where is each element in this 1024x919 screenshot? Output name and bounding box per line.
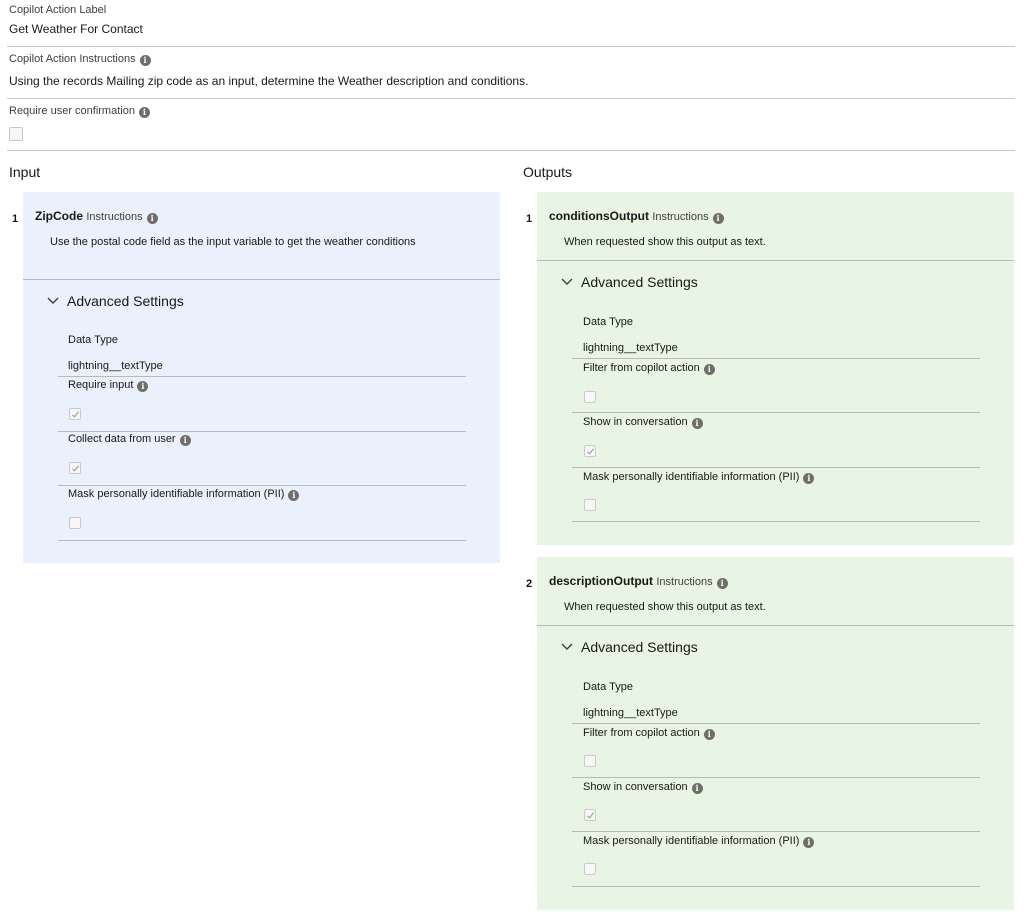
action-label-title: Copilot Action Label [9, 4, 107, 16]
info-icon[interactable]: i [692, 418, 703, 429]
output-name: descriptionOutput [549, 574, 653, 588]
action-instructions-title: Copilot Action Instructions i [9, 53, 151, 66]
output-panel-description [537, 557, 1014, 910]
input-item-number: 1 [12, 213, 19, 225]
divider [58, 485, 466, 486]
output-name: conditionsOutput [549, 209, 649, 223]
info-icon[interactable]: i [139, 107, 150, 118]
info-icon[interactable]: i [180, 435, 191, 446]
data-type-label: Data Type [583, 681, 633, 693]
divider [572, 412, 980, 413]
mask-pii-label: Mask personally identifiable information (PII) i [583, 835, 814, 848]
advanced-settings-toggle[interactable] [561, 638, 698, 655]
data-type-value: lightning__textType [583, 707, 678, 719]
filter-checkbox[interactable] [584, 391, 596, 403]
require-input-checkbox[interactable] [69, 408, 81, 420]
info-icon[interactable]: i [717, 578, 728, 589]
mask-pii-checkbox[interactable] [584, 863, 596, 875]
instructions-label: Instructions [652, 211, 709, 223]
divider [58, 431, 466, 432]
filter-checkbox[interactable] [584, 755, 596, 767]
check-icon [71, 464, 80, 473]
data-type-label: Data Type [583, 316, 633, 328]
output-title [549, 574, 728, 589]
show-conversation-checkbox[interactable] [584, 445, 596, 457]
divider [537, 260, 1014, 261]
data-type-value: lightning__textType [68, 360, 163, 372]
output-item-number: 2 [526, 578, 533, 590]
check-icon [586, 811, 595, 820]
info-icon[interactable]: i [288, 490, 299, 501]
advanced-settings-toggle[interactable] [561, 273, 698, 290]
outputs-section-title: Outputs [523, 164, 573, 180]
info-icon[interactable]: i [140, 55, 151, 66]
instructions-label: Instructions [86, 211, 143, 223]
input-name: ZipCode [35, 209, 83, 223]
advanced-settings-label: Advanced Settings [581, 274, 698, 290]
confirmation-title: Require user confirmation i [9, 105, 150, 118]
input-description: Use the postal code field as the input variable to get the weather conditions [50, 236, 416, 248]
divider [537, 625, 1014, 626]
divider [7, 46, 1015, 47]
output-description: When requested show this output as text. [564, 601, 766, 613]
advanced-settings-label: Advanced Settings [581, 639, 698, 655]
input-title [35, 209, 158, 224]
divider [572, 777, 980, 778]
chevron-down-icon [561, 638, 573, 654]
divider [572, 886, 980, 887]
chevron-down-icon [47, 292, 59, 308]
info-icon[interactable]: i [704, 364, 715, 375]
chevron-down-icon [561, 273, 573, 289]
info-icon[interactable]: i [137, 381, 148, 392]
info-icon[interactable]: i [803, 473, 814, 484]
divider [572, 467, 980, 468]
advanced-settings-label: Advanced Settings [67, 293, 184, 309]
output-item-number: 1 [526, 213, 533, 225]
divider [572, 521, 980, 522]
divider [572, 358, 980, 359]
advanced-settings-toggle[interactable] [47, 292, 184, 309]
mask-pii-checkbox[interactable] [69, 517, 81, 529]
data-type-label: Data Type [68, 334, 118, 346]
divider [7, 98, 1015, 99]
mask-pii-label: Mask personally identifiable information (PII) i [68, 488, 299, 501]
info-icon[interactable]: i [147, 213, 158, 224]
mask-pii-label: Mask personally identifiable information (PII) i [583, 471, 814, 484]
info-icon[interactable]: i [704, 729, 715, 740]
output-panel-conditions [537, 192, 1014, 545]
input-section-title: Input [9, 164, 41, 180]
input-panel-zipcode [23, 192, 500, 563]
require-input-label: Require input i [68, 379, 148, 392]
show-conversation-label: Show in conversation i [583, 416, 703, 429]
collect-data-checkbox[interactable] [69, 462, 81, 474]
output-description: When requested show this output as text. [564, 236, 766, 248]
output-title [549, 209, 724, 224]
instructions-label: Instructions [656, 576, 713, 588]
data-type-value: lightning__textType [583, 342, 678, 354]
divider [58, 540, 466, 541]
divider [572, 723, 980, 724]
action-instructions-value: Using the records Mailing zip code as an input, determine the Weather description and conditions. [9, 74, 529, 88]
check-icon [71, 410, 80, 419]
show-conversation-checkbox[interactable] [584, 809, 596, 821]
divider [23, 279, 500, 280]
divider [58, 376, 466, 377]
filter-label: Filter from copilot action i [583, 362, 715, 375]
action-label-value: Get Weather For Contact [9, 22, 143, 36]
divider [572, 831, 980, 832]
check-icon [586, 447, 595, 456]
show-conversation-label: Show in conversation i [583, 781, 703, 794]
require-confirmation-checkbox[interactable] [9, 127, 23, 141]
info-icon[interactable]: i [803, 837, 814, 848]
info-icon[interactable]: i [713, 213, 724, 224]
divider [7, 150, 1015, 151]
info-icon[interactable]: i [692, 783, 703, 794]
filter-label: Filter from copilot action i [583, 727, 715, 740]
mask-pii-checkbox[interactable] [584, 499, 596, 511]
collect-data-label: Collect data from user i [68, 433, 191, 446]
